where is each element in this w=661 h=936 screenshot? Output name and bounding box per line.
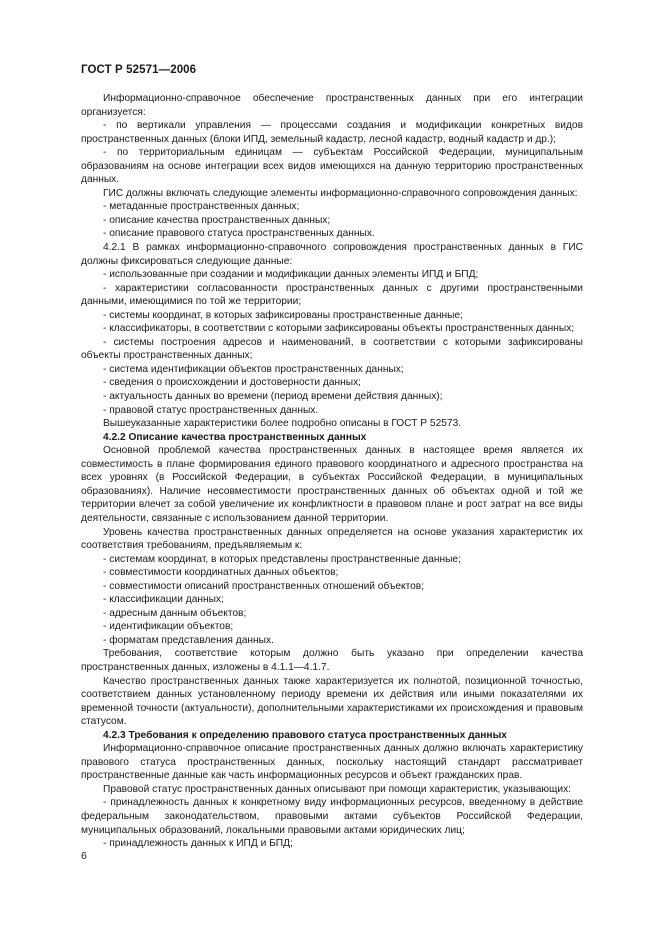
paragraph: Правовой статус пространственных данных описывают при помощи характеристик, указывающих: — [103, 783, 572, 795]
list-item: - классификации данных; — [103, 594, 224, 606]
section-heading: 4.2.3 Требования к определению правового статуса пространственных данных — [103, 729, 507, 741]
paragraph: 4.2.1 В рамках информационно-справочного сопровождения пространственных данных в ГИС должны фиксироваться следующие данные: — [81, 242, 583, 267]
paragraph: Вышеуказанные характеристики более подробно описаны в ГОСТ Р 52573. — [103, 418, 462, 430]
list-item: - классификаторы, в соответствии с которыми зафиксированы объекты пространственных данных; — [103, 323, 575, 335]
list-item: - метаданные пространственных данных; — [103, 201, 300, 213]
list-item: - принадлежность данных к ИПД и БПД; — [103, 838, 293, 850]
paragraph: Уровень качества пространственных данных определяется на основе указания характеристик их соответствия требованиям, предъявляемым к: — [81, 526, 583, 552]
paragraph: Основной проблемой качества пространственных данных в настоящее время является их совместимость в плане формирования единого правового координатного и адресного пространства на всех уровнях (в Российской Федерации, в субъектах Российской Федерации, в муниципальных образованиях). Наличие несовместимости пространственных данных об объектах одной и той же территории влечет за собой увеличение их конфликтности в правовом плане и рост затрат на все виды деятельности, связанные с использованием данной территории. — [81, 445, 583, 524]
list-item: - форматам представления данных. — [103, 634, 274, 646]
paragraph: Информационно-справочное обеспечение пространственных данных при его интеграции организуется: — [81, 93, 583, 118]
list-item: - описание качества пространственных данных; — [103, 214, 331, 226]
list-item: - использованные при создании и модификации данных элементы ИПД и БПД; — [103, 269, 479, 281]
list-item: - идентификации объектов; — [103, 621, 234, 633]
list-item: - системам координат, в которых представлены пространственные данные; — [103, 553, 461, 565]
list-item: - по вертикали управления — процессами создания и модификации конкретных видов пространственных данных (блоки ИПД, земельный кадастр, лесной кадастр, водный кадастр и др.); — [81, 120, 583, 145]
list-item: - системы построения адресов и наименований, в соответствии с которыми зафиксированы объекты пространственных данных; — [81, 336, 583, 362]
paragraph: Качество пространственных данных также характеризуется их полнотой, позиционной точностью, соответствием данных установленному периоду времени их действия или иными показателями их временной точности (актуальности), дополнительными характеристиками их происхождения и правовым статусом. — [81, 675, 583, 728]
list-item: - принадлежность данных к конкретному виду информационных ресурсов, введенному в действие федеральным законодательством, правовыми актами субъектов Российской Федерации, муниципальных образований, локальными правовыми актами юридических лиц; — [81, 797, 583, 836]
document-header: ГОСТ Р 52571—2006 — [81, 64, 197, 76]
paragraph: ГИС должны включать следующие элементы информационно-справочного сопровождения данных: — [103, 187, 578, 199]
list-item: - системы координат, в которых зафиксированы пространственные данные; — [103, 309, 463, 321]
list-item: - правовой статус пространственных данных. — [103, 404, 319, 416]
list-item: - адресным данным объектов; — [103, 607, 247, 619]
list-item: - актуальность данных во времени (период времени действия данных); — [103, 391, 443, 403]
paragraph: Требования, соответствие которым должно быть указано при определении качества пространственных данных, изложены в 4.1.1—4.1.7. — [81, 648, 583, 673]
list-item: - по территориальным единицам — субъектам Российской Федерации, муниципальным образованиям на основе интеграции всех видов имеющихся на данную территорию пространственных данных. — [81, 147, 583, 186]
list-item: - описание правового статуса пространственных данных. — [103, 228, 375, 240]
list-item: - сведения о происхождении и достоверности данных; — [103, 377, 362, 389]
list-item: - совместимости описаний пространственных отношений объектов; — [103, 580, 425, 592]
page-number: 6 — [81, 850, 87, 862]
document-body — [81, 92, 583, 851]
paragraph: Информационно-справочное описание пространственных данных должно включать характеристику правового статуса пространственных данных, поскольку настоящий стандарт рассматривает пространственные данные как часть информационных ресурсов и объект гражданских прав. — [81, 743, 583, 782]
list-item: - совместимости координатных данных объектов; — [103, 567, 339, 579]
list-item: - система идентификации объектов пространственных данных; — [103, 363, 404, 375]
list-item: - характеристики согласованности пространственных данных с другими пространственными данными, имеющимися по той же территории; — [81, 282, 583, 308]
section-heading: 4.2.2 Описание качества пространственных данных — [103, 431, 367, 443]
